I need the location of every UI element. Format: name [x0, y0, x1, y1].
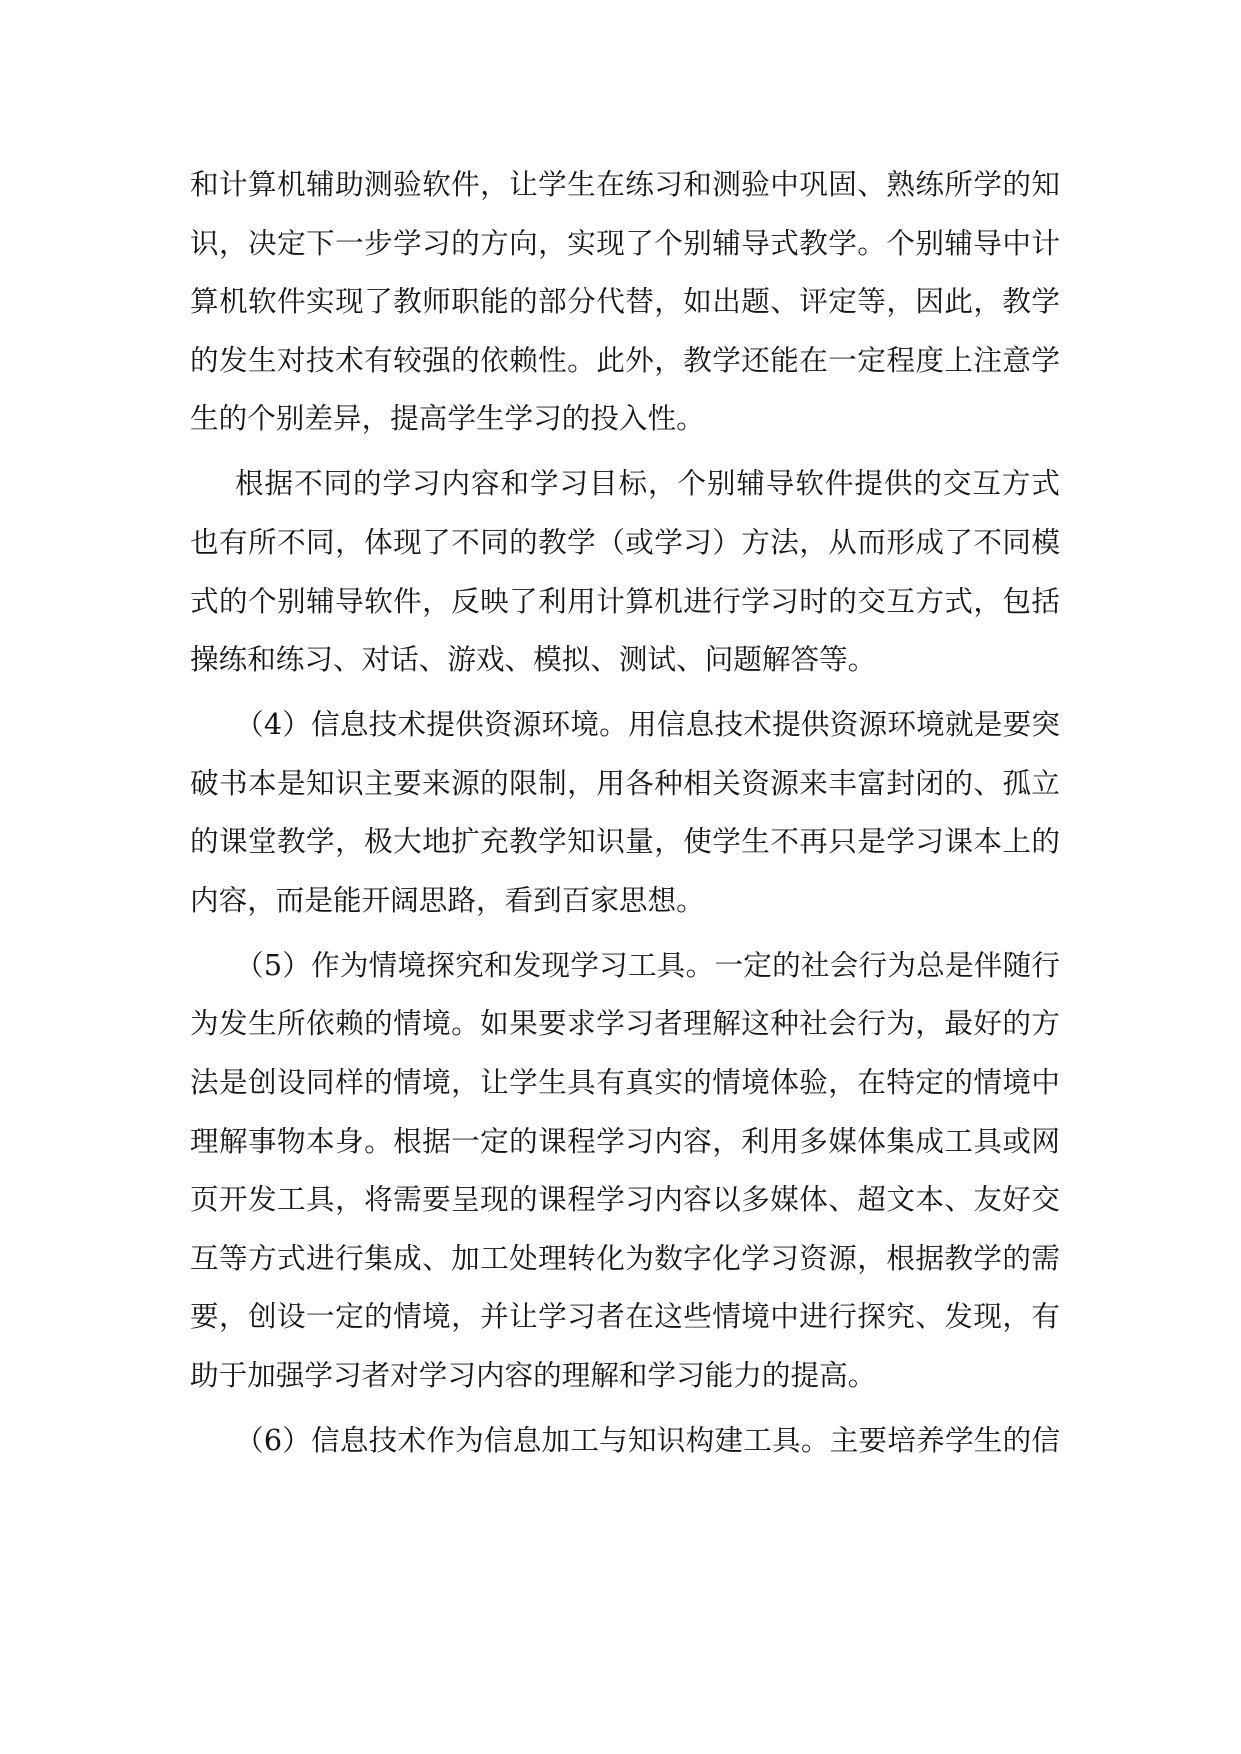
text-line: 助于加强学习者对学习内容的理解和学习能力的提高。: [190, 1358, 877, 1393]
text-line: 为发生所依赖的情境。如果要求学习者理解这种社会行为，最好的方: [190, 1006, 1060, 1041]
text-line: 算机软件实现了教师职能的部分代替，如出题、评定等，因此，教学: [190, 284, 1060, 319]
text-line: 破书本是知识主要来源的限制，用各种相关资源来丰富封闭的、孤立: [190, 765, 1060, 800]
paragraph-5: [190, 1411, 1060, 1470]
text-line: 互等方式进行集成、加工处理转化为数字化学习资源，根据教学的需: [190, 1240, 1060, 1275]
text-line: 要，创设一定的情境，并让学习者在这些情境中进行探究、发现，有: [190, 1299, 1060, 1334]
paragraph-2: [190, 454, 1060, 688]
paragraph-3: [190, 695, 1060, 929]
text-line: （4）信息技术提供资源环境。用信息技术提供资源环境就是要突: [235, 707, 1060, 742]
text-line: （6）信息技术作为信息加工与知识构建工具。主要培养学生的信: [235, 1423, 1060, 1458]
paragraph-4: [190, 936, 1060, 1405]
text-line: 的发生对技术有较强的依赖性。此外，教学还能在一定程度上注意学: [190, 342, 1060, 377]
text-line: 和计算机辅助测验软件，让学生在练习和测验中巩固、熟练所学的知: [190, 167, 1060, 201]
paragraph-1: [190, 155, 1060, 448]
text-line: 也有所不同，体现了不同的教学（或学习）方法，从而形成了不同模: [190, 524, 1060, 559]
text-line: 内容，而是能开阔思路，看到百家思想。: [190, 882, 705, 917]
text-line: 式的个别辅导软件，反映了利用计算机进行学习时的交互方式，包括: [190, 583, 1060, 618]
text-line: 的课堂教学，极大地扩充教学知识量，使学生不再只是学习课本上的: [190, 824, 1060, 859]
text-line: 根据不同的学习内容和学习目标，个别辅导软件提供的交互方式: [235, 466, 1060, 501]
text-line: 法是创设同样的情境，让学生具有真实的情境体验，在特定的情境中: [190, 1065, 1060, 1100]
text-line: 页开发工具，将需要呈现的课程学习内容以多媒体、超文本、友好交: [190, 1182, 1060, 1217]
text-line: （5）作为情境探究和发现学习工具。一定的社会行为总是伴随行: [235, 947, 1060, 982]
text-line: 识，决定下一步学习的方向，实现了个别辅导式教学。个别辅导中计: [190, 225, 1060, 260]
text-line: 理解事物本身。根据一定的课程学习内容，利用多媒体集成工具或网: [190, 1123, 1060, 1158]
text-line: 生的个别差异，提高学生学习的投入性。: [190, 401, 705, 436]
body-text: [190, 155, 1060, 1476]
text-line: 操练和练习、对话、游戏、模拟、测试、问题解答等。: [190, 642, 877, 677]
